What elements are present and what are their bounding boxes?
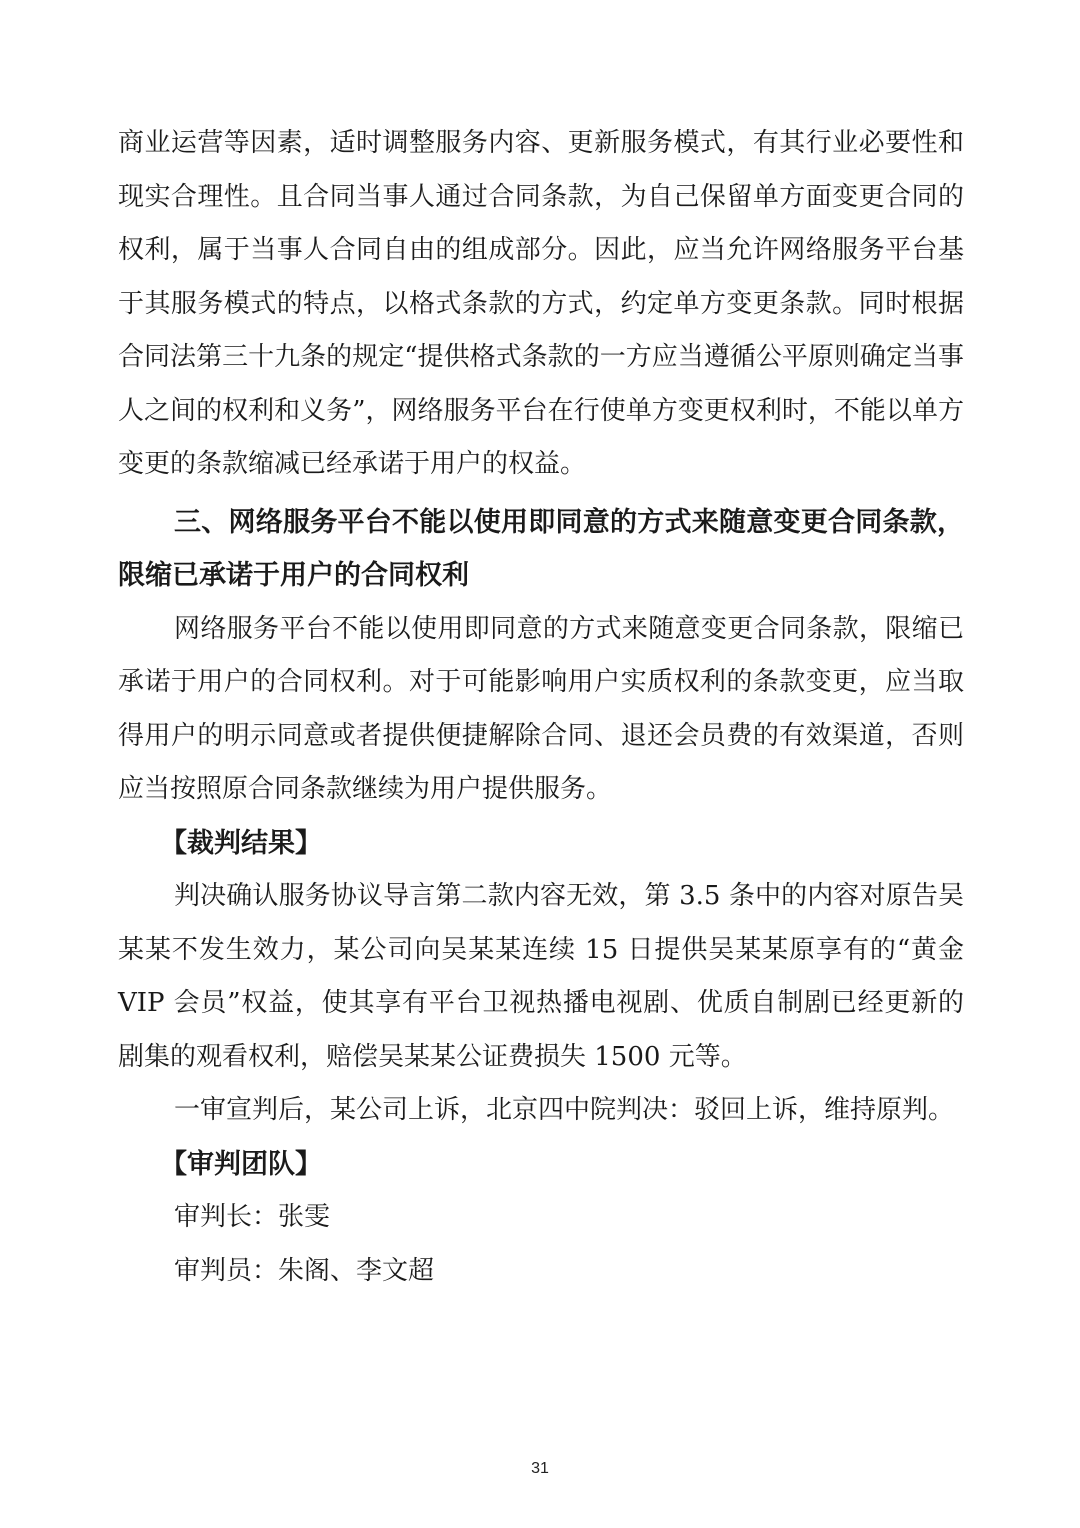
- team-heading: 【审判团队】: [160, 1148, 322, 1180]
- section-3-paragraph: 网络服务平台不能以使用即同意的方式来随意变更合同条款，限缩已承诺于用户的合同权利。对于可能影响用户实质权利的条款变更，应当取得用户的明示同意或者提供便捷解除合同、退还会员费的有效渠道，否则应当按照原合同条款继续为用户提供服务。: [118, 613, 964, 804]
- judgment-paragraph-1: 判决确认服务协议导言第二款内容无效，第 3.5 条中的内容对原告吴某某不发生效力，某公司向吴某某连续 15 日提供吴某某原享有的“黄金 VIP 会员”权益，使其享有平台卫视热播电视剧、优质自制剧已经更新的剧集的观看权利，赔偿吴某某公证费损失 1500 元等。: [118, 881, 964, 1072]
- team-judges: 审判员：朱阁、李文超: [174, 1255, 435, 1286]
- continuation-paragraph: 商业运营等因素，适时调整服务内容、更新服务模式，有其行业必要性和现实合理性。且合同当事人通过合同条款，为自己保留单方面变更合同的权利，属于当事人合同自由的组成部分。因此，应当允许网络服务平台基于其服务模式的特点，以格式条款的方式，约定单方变更条款。同时根据合同法第三十九条的规定“提供格式条款的一方应当遵循公平原则确定当事人之间的权利和义务”，网络服务平台在行使单方变更权利时，不能以单方变更的条款缩减已经承诺于用户的权益。: [118, 128, 964, 479]
- judgment-paragraph-2: 一审宣判后，某公司上诉，北京四中院判决：驳回上诉，维持原判。: [174, 1095, 955, 1125]
- section-3-heading: 三、网络服务平台不能以使用即同意的方式来随意变更合同条款，限缩已承诺于用户的合同权利: [118, 506, 964, 591]
- page-number: 31: [531, 1460, 549, 1477]
- team-chief-judge: 审判长：张雯: [174, 1202, 331, 1232]
- document-page: [118, 117, 964, 1298]
- judgment-heading: 【裁判结果】: [160, 827, 322, 859]
